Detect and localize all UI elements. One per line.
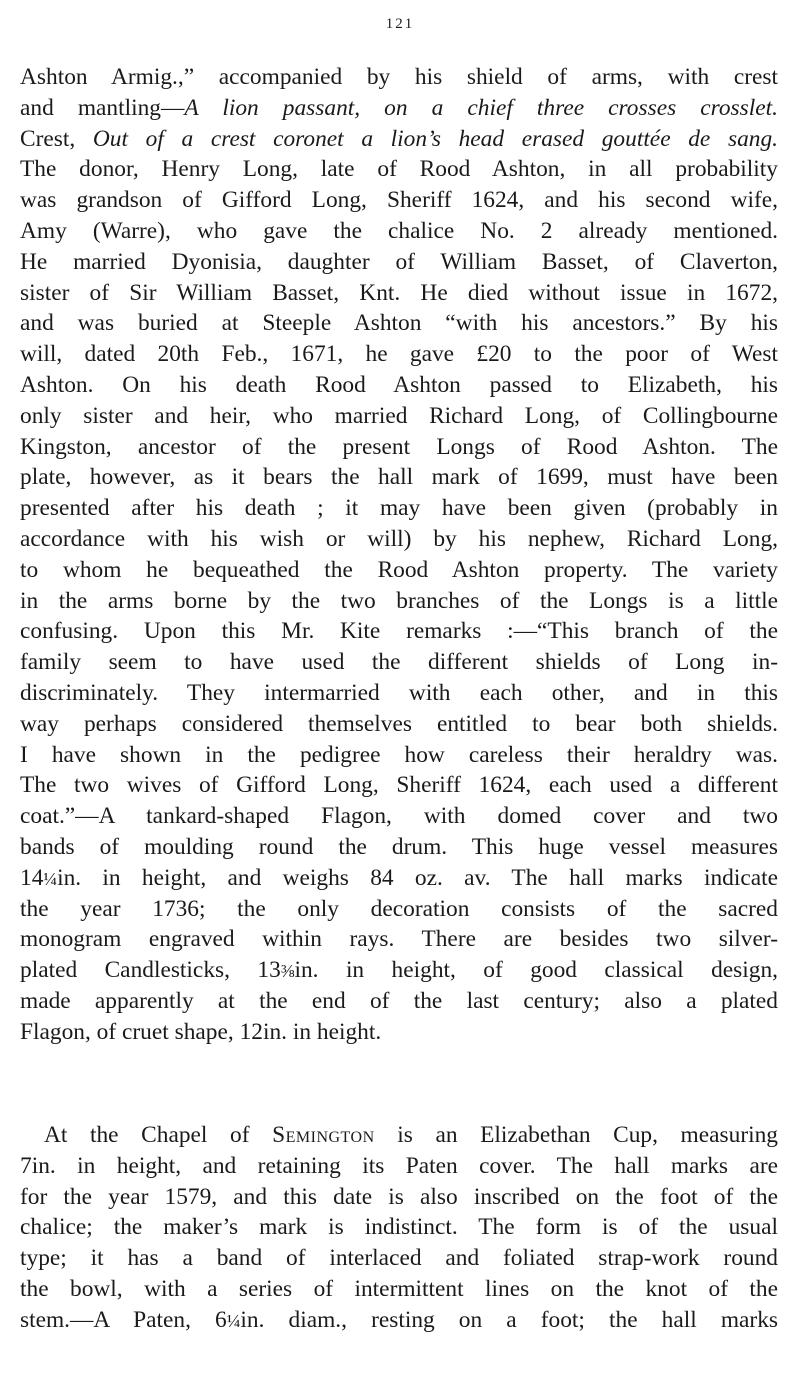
text-line bbox=[20, 555, 778, 586]
text-line bbox=[20, 1182, 778, 1213]
text-line bbox=[20, 216, 778, 247]
text-line bbox=[20, 986, 778, 1017]
text-run: confusing. Upon this Mr. Kite remarks :—“This branch of the bbox=[20, 618, 778, 645]
text-line bbox=[20, 647, 778, 678]
italic-run: Out of a crest coronet a lion’s head erased gouttée de sang. bbox=[92, 125, 778, 152]
text-line bbox=[20, 185, 778, 216]
text-run: The two wives of Gifford Long, Sheriff 1624, each used a different bbox=[20, 772, 778, 799]
text-line bbox=[20, 62, 778, 93]
text-run: the bowl, with a series of intermittent lines on the knot of the bbox=[20, 1275, 778, 1302]
text-line bbox=[20, 709, 778, 740]
text-run: The donor, Henry Long, late of Rood Ashton, in all probability bbox=[20, 156, 778, 183]
text-run: in the arms borne by the two branches of the Longs is a little bbox=[20, 587, 778, 614]
fraction-run: ¼ bbox=[43, 868, 58, 889]
text-line bbox=[20, 278, 778, 309]
text-run: 7in. in height, and retaining its Paten cover. The hall marks are bbox=[20, 1152, 778, 1179]
text-line bbox=[20, 863, 778, 894]
text-line bbox=[20, 894, 778, 925]
text-run: is an Elizabethan Cup, measuring bbox=[374, 1122, 778, 1148]
text-line bbox=[20, 401, 778, 432]
text-run: plated Candlesticks, 13 bbox=[20, 957, 281, 984]
text-line bbox=[20, 1017, 778, 1048]
paragraph-2 bbox=[20, 1120, 778, 1336]
text-run: stem.—A Paten, 6 bbox=[20, 1306, 227, 1333]
text-run: was grandson of Gifford Long, Sheriff 1624, and his second wife, bbox=[20, 187, 778, 214]
text-run: I have shown in the pedigree how careless their heraldry was. bbox=[20, 741, 778, 768]
text-run: Kingston, ancestor of the present Longs of Rood Ashton. The bbox=[20, 433, 778, 460]
fraction-run: ¼ bbox=[226, 1310, 241, 1331]
text-line bbox=[20, 339, 778, 370]
text-run: 14 bbox=[20, 864, 44, 891]
text-run: will, dated 20th Feb., 1671, he gave £20 to the poor of West bbox=[20, 341, 778, 368]
page-number: 121 bbox=[385, 16, 415, 32]
text-run: Amy (Warre), who gave the chalice No. 2 already mentioned. bbox=[20, 217, 778, 244]
text-line bbox=[20, 93, 778, 124]
text-run: chalice; the maker’s mark is indistinct. The form is of the usual bbox=[20, 1214, 778, 1241]
text-run: the year 1736; the only decoration consists of the sacred bbox=[20, 895, 778, 922]
text-line bbox=[20, 154, 778, 185]
text-line bbox=[20, 493, 778, 524]
text-run: family seem to have used the different shields of Long in- bbox=[20, 649, 778, 676]
text-line bbox=[20, 1120, 778, 1151]
text-run: type; it has a band of interlaced and foliated strap-work round bbox=[20, 1245, 778, 1272]
text-run: He married Dyonisia, daughter of William Basset, of Claverton, bbox=[20, 248, 778, 275]
text-line bbox=[20, 740, 778, 771]
text-line bbox=[20, 1243, 778, 1274]
text-run: Crest, bbox=[20, 125, 93, 152]
text-run: in. in height, of good classical design, bbox=[294, 957, 778, 984]
text-run: sister of Sir William Basset, Knt. He died without issue in 1672, bbox=[20, 279, 778, 306]
italic-run: A lion passant, on a chief three crosses crosslet. bbox=[184, 94, 778, 121]
text-run: Ashton Armig.,” accompanied by his shield of arms, with crest bbox=[20, 64, 778, 90]
text-run: accordance with his wish or will) by his nephew, Richard Long, bbox=[20, 525, 778, 552]
text-run: bands of moulding round the drum. This huge vessel measures bbox=[20, 833, 778, 860]
paragraph-1 bbox=[20, 62, 778, 1048]
text-line bbox=[20, 924, 778, 955]
text-run: presented after his death ; it may have been given (probably in bbox=[20, 495, 778, 522]
text-run: only sister and heir, who married Richard Long, of Collingbourne bbox=[20, 402, 778, 429]
text-run: to whom he bequeathed the Rood Ashton property. The variety bbox=[20, 556, 778, 583]
text-run: and mantling— bbox=[20, 94, 185, 121]
text-run: and was buried at Steeple Ashton “with his ancestors.” By his bbox=[20, 310, 778, 337]
text-line bbox=[20, 1305, 778, 1336]
text-line bbox=[20, 678, 778, 709]
text-run: At the Chapel of bbox=[44, 1122, 273, 1148]
text-line bbox=[20, 955, 778, 986]
text-line bbox=[20, 586, 778, 617]
text-line bbox=[20, 616, 778, 647]
fraction-run: ⅜ bbox=[280, 961, 295, 982]
text-run: plate, however, as it bears the hall mark of 1699, must have been bbox=[20, 464, 778, 491]
text-line bbox=[20, 124, 778, 155]
text-run: discriminately. They intermarried with each other, and in this bbox=[20, 679, 778, 706]
text-run: Ashton. On his death Rood Ashton passed to Elizabeth, his bbox=[20, 371, 778, 398]
text-line bbox=[20, 1212, 778, 1243]
text-run: monogram engraved within rays. There are besides two silver- bbox=[20, 926, 778, 953]
text-line bbox=[20, 462, 778, 493]
text-line bbox=[20, 832, 778, 863]
text-line bbox=[20, 1151, 778, 1182]
text-run: for the year 1579, and this date is also inscribed on the foot of the bbox=[20, 1183, 778, 1210]
text-line bbox=[20, 247, 778, 278]
text-line bbox=[20, 801, 778, 832]
text-line bbox=[20, 770, 778, 801]
text-run: way perhaps considered themselves entitled to bear both shields. bbox=[20, 710, 778, 737]
text-run: coat.”—A tankard-shaped Flagon, with domed cover and two bbox=[20, 803, 778, 830]
text-run: Flagon, of cruet shape, 12in. in height. bbox=[20, 1018, 382, 1045]
text-line bbox=[20, 308, 778, 339]
text-run: in. diam., resting on a foot; the hall marks bbox=[240, 1306, 778, 1333]
text-line bbox=[20, 370, 778, 401]
small-caps-run: Semington bbox=[272, 1122, 375, 1148]
text-run: in. in height, and weighs 84 oz. av. The hall marks indicate bbox=[57, 864, 778, 891]
text-line bbox=[20, 1274, 778, 1305]
text-line bbox=[20, 432, 778, 463]
text-run: made apparently at the end of the last century; also a plated bbox=[20, 987, 778, 1014]
text-line bbox=[20, 524, 778, 555]
